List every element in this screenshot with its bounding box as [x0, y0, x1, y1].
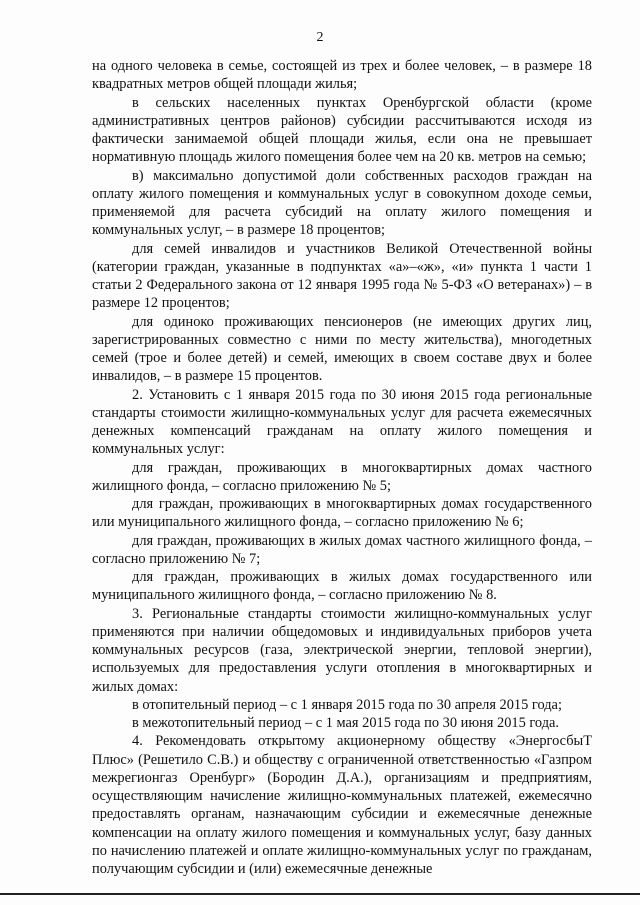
paragraph: для граждан, проживающих в жилых домах государственного или муниципального жилищного фонда, – согласно приложению № 8.	[92, 569, 592, 604]
paragraph: для граждан, проживающих в многоквартирных домах частного жилищного фонда, – согласно приложению № 5;	[92, 459, 592, 494]
paragraph: на одного человека в семье, состоящей из трех и более человек, – в размере 18 квадратных метров общей площади жилья;	[92, 58, 592, 93]
paragraph: в) максимально допустимой доли собственных расходов граждан на оплату жилого помещения и коммунальных услуг в совокупном доходе семьи, применяемой для расчета субсидий на оплату жилого помещения и коммунальных услуг, – в размере 18 процентов;	[92, 167, 592, 239]
paragraph: в отопительный период – с 1 января 2015 года по 30 апреля 2015 года;	[132, 696, 562, 713]
paragraph: для граждан, проживающих в жилых домах частного жилищного фонда, – согласно приложению № 7;	[92, 532, 592, 567]
paragraph: в межотопительный период – с 1 мая 2015 года по 30 июня 2015 года.	[132, 715, 560, 731]
page-bottom-edge	[0, 893, 640, 895]
paragraph: 4. Рекомендовать открытому акционерному обществу «ЭнергосбыТ Плюс» (Решетило С.В.) и обществу с ограниченной ответственностью «Газпром межрегионгаз Оренбург» (Бородин Д.А.), организациям и предприятиям, осуществляющим начисление жилищно-коммунальных платежей, ежемесячно предоставлять органам, назначающим субсидии и ежемесячные денежные компенсации на оплату жилого помещения и коммунальных услуг, базу данных по начислению платежей и оплате жилищно-коммунальных услуг по гражданам, получающим субсидии и (или) ежемесячные денежные	[92, 733, 592, 877]
paragraph: для одиноко проживающих пенсионеров (не имеющих других лиц, зарегистрированных совместно с ними по месту жительства), многодетных семей (трое и более детей) и семей, имеющих в своем составе двух и более инвалидов, – в размере 15 процентов.	[92, 313, 592, 385]
paragraph: в сельских населенных пунктах Оренбургской области (кроме административных центров районов) субсидии рассчитываются исходя из фактически занимаемой общей площади жилья, если она не превышает нормативную площадь жилого помещения более чем на 20 кв. метров на семью;	[92, 94, 592, 166]
paragraph: 2. Установить с 1 января 2015 года по 30 июня 2015 года региональные стандарты стоимости жилищно-коммунальных услуг для расчета ежемесячных денежных компенсаций гражданам на оплату жилого помещения и коммунальных услуг:	[92, 386, 592, 458]
page-number: 2	[316, 30, 324, 45]
paragraph: 3. Региональные стандарты стоимости жилищно-коммунальных услуг применяются при наличии общедомовых и индивидуальных приборов учета коммунальных ресурсов (газа, электрической энергии, тепловой энергии), используемых для предоставления услуги отопления в многоквартирных и жилых домах:	[92, 605, 592, 695]
paragraph: для граждан, проживающих в многоквартирных домах государственного или муниципального жилищного фонда, – согласно приложению № 6;	[92, 496, 592, 531]
document-body	[92, 57, 592, 878]
paragraph: для семей инвалидов и участников Великой Отечественной войны (категории граждан, указанные в подпунктах «а»–«ж», «и» пункта 1 части 1 статьи 2 Федерального закона от 12 января 1995 года № 5-ФЗ «О ветеранах») – в размере 12 процентов;	[92, 240, 592, 312]
